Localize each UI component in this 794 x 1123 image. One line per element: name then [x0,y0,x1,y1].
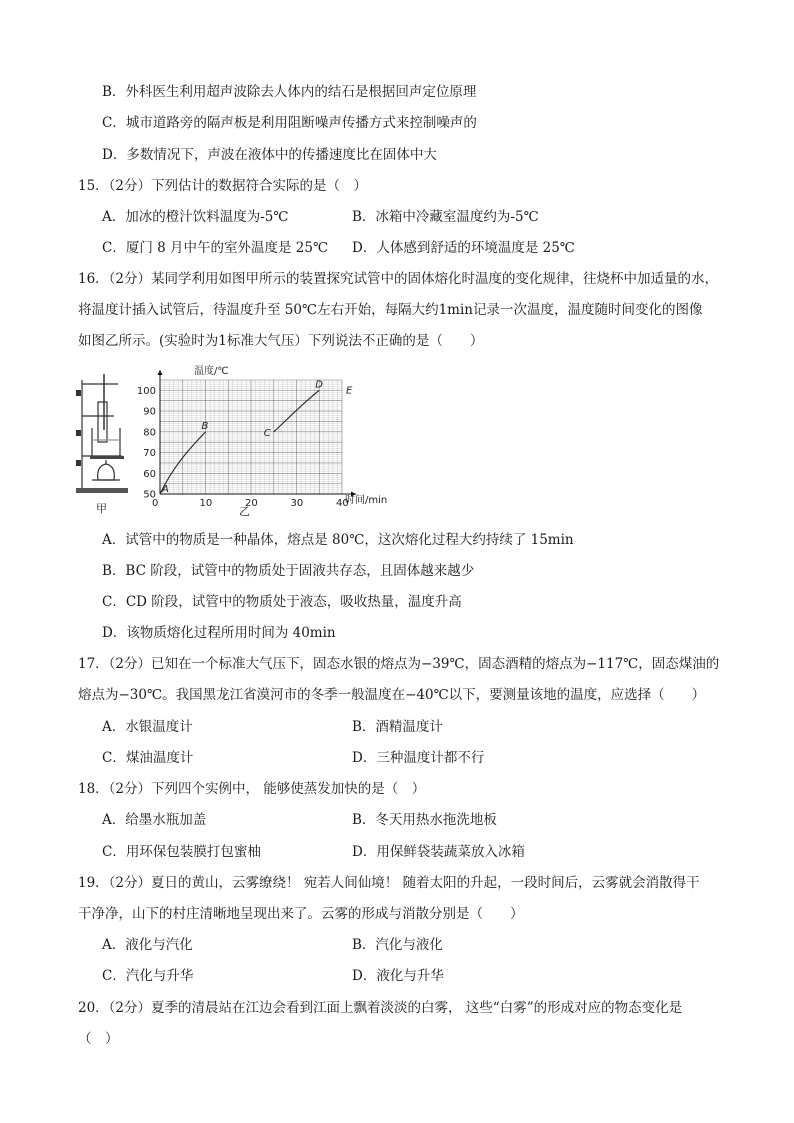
q19-option-d: D．液化与升华 [352,968,444,984]
beaker [92,428,120,458]
q19-option-b: B．汽化与液化 [352,937,443,953]
q16-option-a: A．试管中的物质是一种晶体，熔点是 80℃，这次熔化过程大约持续了 15min [102,532,574,548]
x-tick-label: 10 [199,498,213,509]
point-label-e: E [346,385,353,397]
q18-option-a: A．给墨水瓶加盖 [102,812,207,828]
q17-option-a: A．水银温度计 [102,719,193,735]
y-tick-label: 60 [143,468,156,480]
x-tick-label: 0 [152,498,159,509]
q16-option-b: B．BC 阶段，试管中的物质处于固液共存态，且固体越来越少 [102,563,475,579]
q17-stem-line1: 17．（2分）已知在一个标准大气压下，固态水银的熔点为−39℃，固态酒精的熔点为−117℃，固态煤油的 [78,656,720,672]
q16-option-c: C．CD 阶段，试管中的物质处于液态，吸收热量，温度升高 [102,594,462,610]
point-label-b: B [201,420,209,432]
q15-option-c: C．厦门 8 月中午的室外温度是 25℃ [102,240,329,256]
y-axis-label: 温度/℃ [194,366,229,377]
stand-base [76,488,128,493]
y-tick-label: 90 [143,406,156,418]
q18-option-c: C．用环保包装膜打包蜜柚 [102,844,261,860]
q15-option-a: A．加冰的橙汁饮料温度为-5℃ [102,209,289,225]
q14-option-d: D．多数情况下，声波在液体中的传播速度比在固体中大 [102,147,437,163]
apparatus-illustration [76,374,128,493]
q16-figure-svg [74,360,404,520]
q16-stem-line1: 16．（2分）某同学利用如图甲所示的装置探究试管中的固体熔化时温度的变化规律，往烧杯中加适量的水， [78,271,719,287]
x-tick-label: 40 [336,498,349,509]
q16-figure [74,360,404,524]
y-tick-label: 70 [143,448,156,460]
chart-grid [160,380,342,494]
q15-option-b: B．冰箱中冷藏室温度约为-5℃ [352,209,539,225]
alcohol-lamp [98,464,115,480]
q16-stem-line3: 如图乙所示。(实验时为1标准大气压）下列说法不正确的是（ ） [78,333,484,349]
x-axis-label: 时间/min [345,495,388,506]
point-label-c: C [263,427,271,439]
q19-stem-line1: 19．（2分）夏日的黄山，云雾缭绕！ 宛若人间仙境！ 随着太阳的升起，一段时间后，云雾就会消散得干 [78,875,700,891]
q14-option-c: C．城市道路旁的隔声板是利用阻断噪声传播方式来控制噪声的 [102,115,477,131]
gauze [90,456,124,459]
q15-option-d: D．人体感到舒适的环境温度是 25℃ [352,240,575,256]
label-yi: 乙 [239,505,250,518]
q14-option-b: B．外科医生利用超声波除去人体内的结石是根据回声定位原理 [102,84,477,100]
y-tick-label: 80 [143,427,156,439]
y-tick-label: 50 [143,489,156,501]
x-tick-label: 20 [245,498,258,509]
q19-stem-line2: 干净净，山下的村庄清晰地呈现出来了。云雾的形成与消散分别是（ ） [78,906,524,922]
q18-option-d: D．用保鲜袋装蔬菜放入冰箱 [352,844,525,860]
point-label-d: D [315,379,323,391]
q19-option-a: A．液化与汽化 [102,937,193,953]
point-label-a: A [162,484,169,495]
q17-option-b: B．酒精温度计 [352,719,443,735]
label-jia: 甲 [96,502,107,515]
y-tick-label: 100 [136,385,156,397]
q17-stem-line2: 熔点为−30℃。我国黑龙江省漠河市的冬季一般温度在−40℃以下，要测量该地的温度，应选择（ ） [78,687,706,703]
q17-option-d: D．三种温度计都不行 [352,750,485,766]
q20-stem-line2: （ ） [78,1031,119,1047]
q17-option-c: C．煤油温度计 [102,750,194,766]
q19-option-c: C．汽化与升华 [102,968,194,984]
y-axis-arrow [158,370,163,375]
q16-stem-line2: 将温度计插入试管后，待温度升至 50℃左右开始，每隔大约1min记录一次温度，温度随时间变化的图像 [78,302,703,318]
q20-stem-line1: 20．（2分）夏季的清晨站在江边会看到江面上飘着淡淡的白雾， 这些“白雾”的形成对应的物态变化是 [78,1000,683,1016]
q18-stem: 18．（2分）下列四个实例中， 能够使蒸发加快的是（ ） [78,781,426,797]
x-tick-label: 30 [290,498,304,509]
q18-option-b: B．冬天用热水拖洗地板 [352,812,497,828]
q15-stem: 15．（2分）下列估计的数据符合实际的是（ ） [78,178,368,194]
q16-option-d: D．该物质熔化过程所用时间为 40min [102,625,336,641]
test-tube [98,402,107,442]
